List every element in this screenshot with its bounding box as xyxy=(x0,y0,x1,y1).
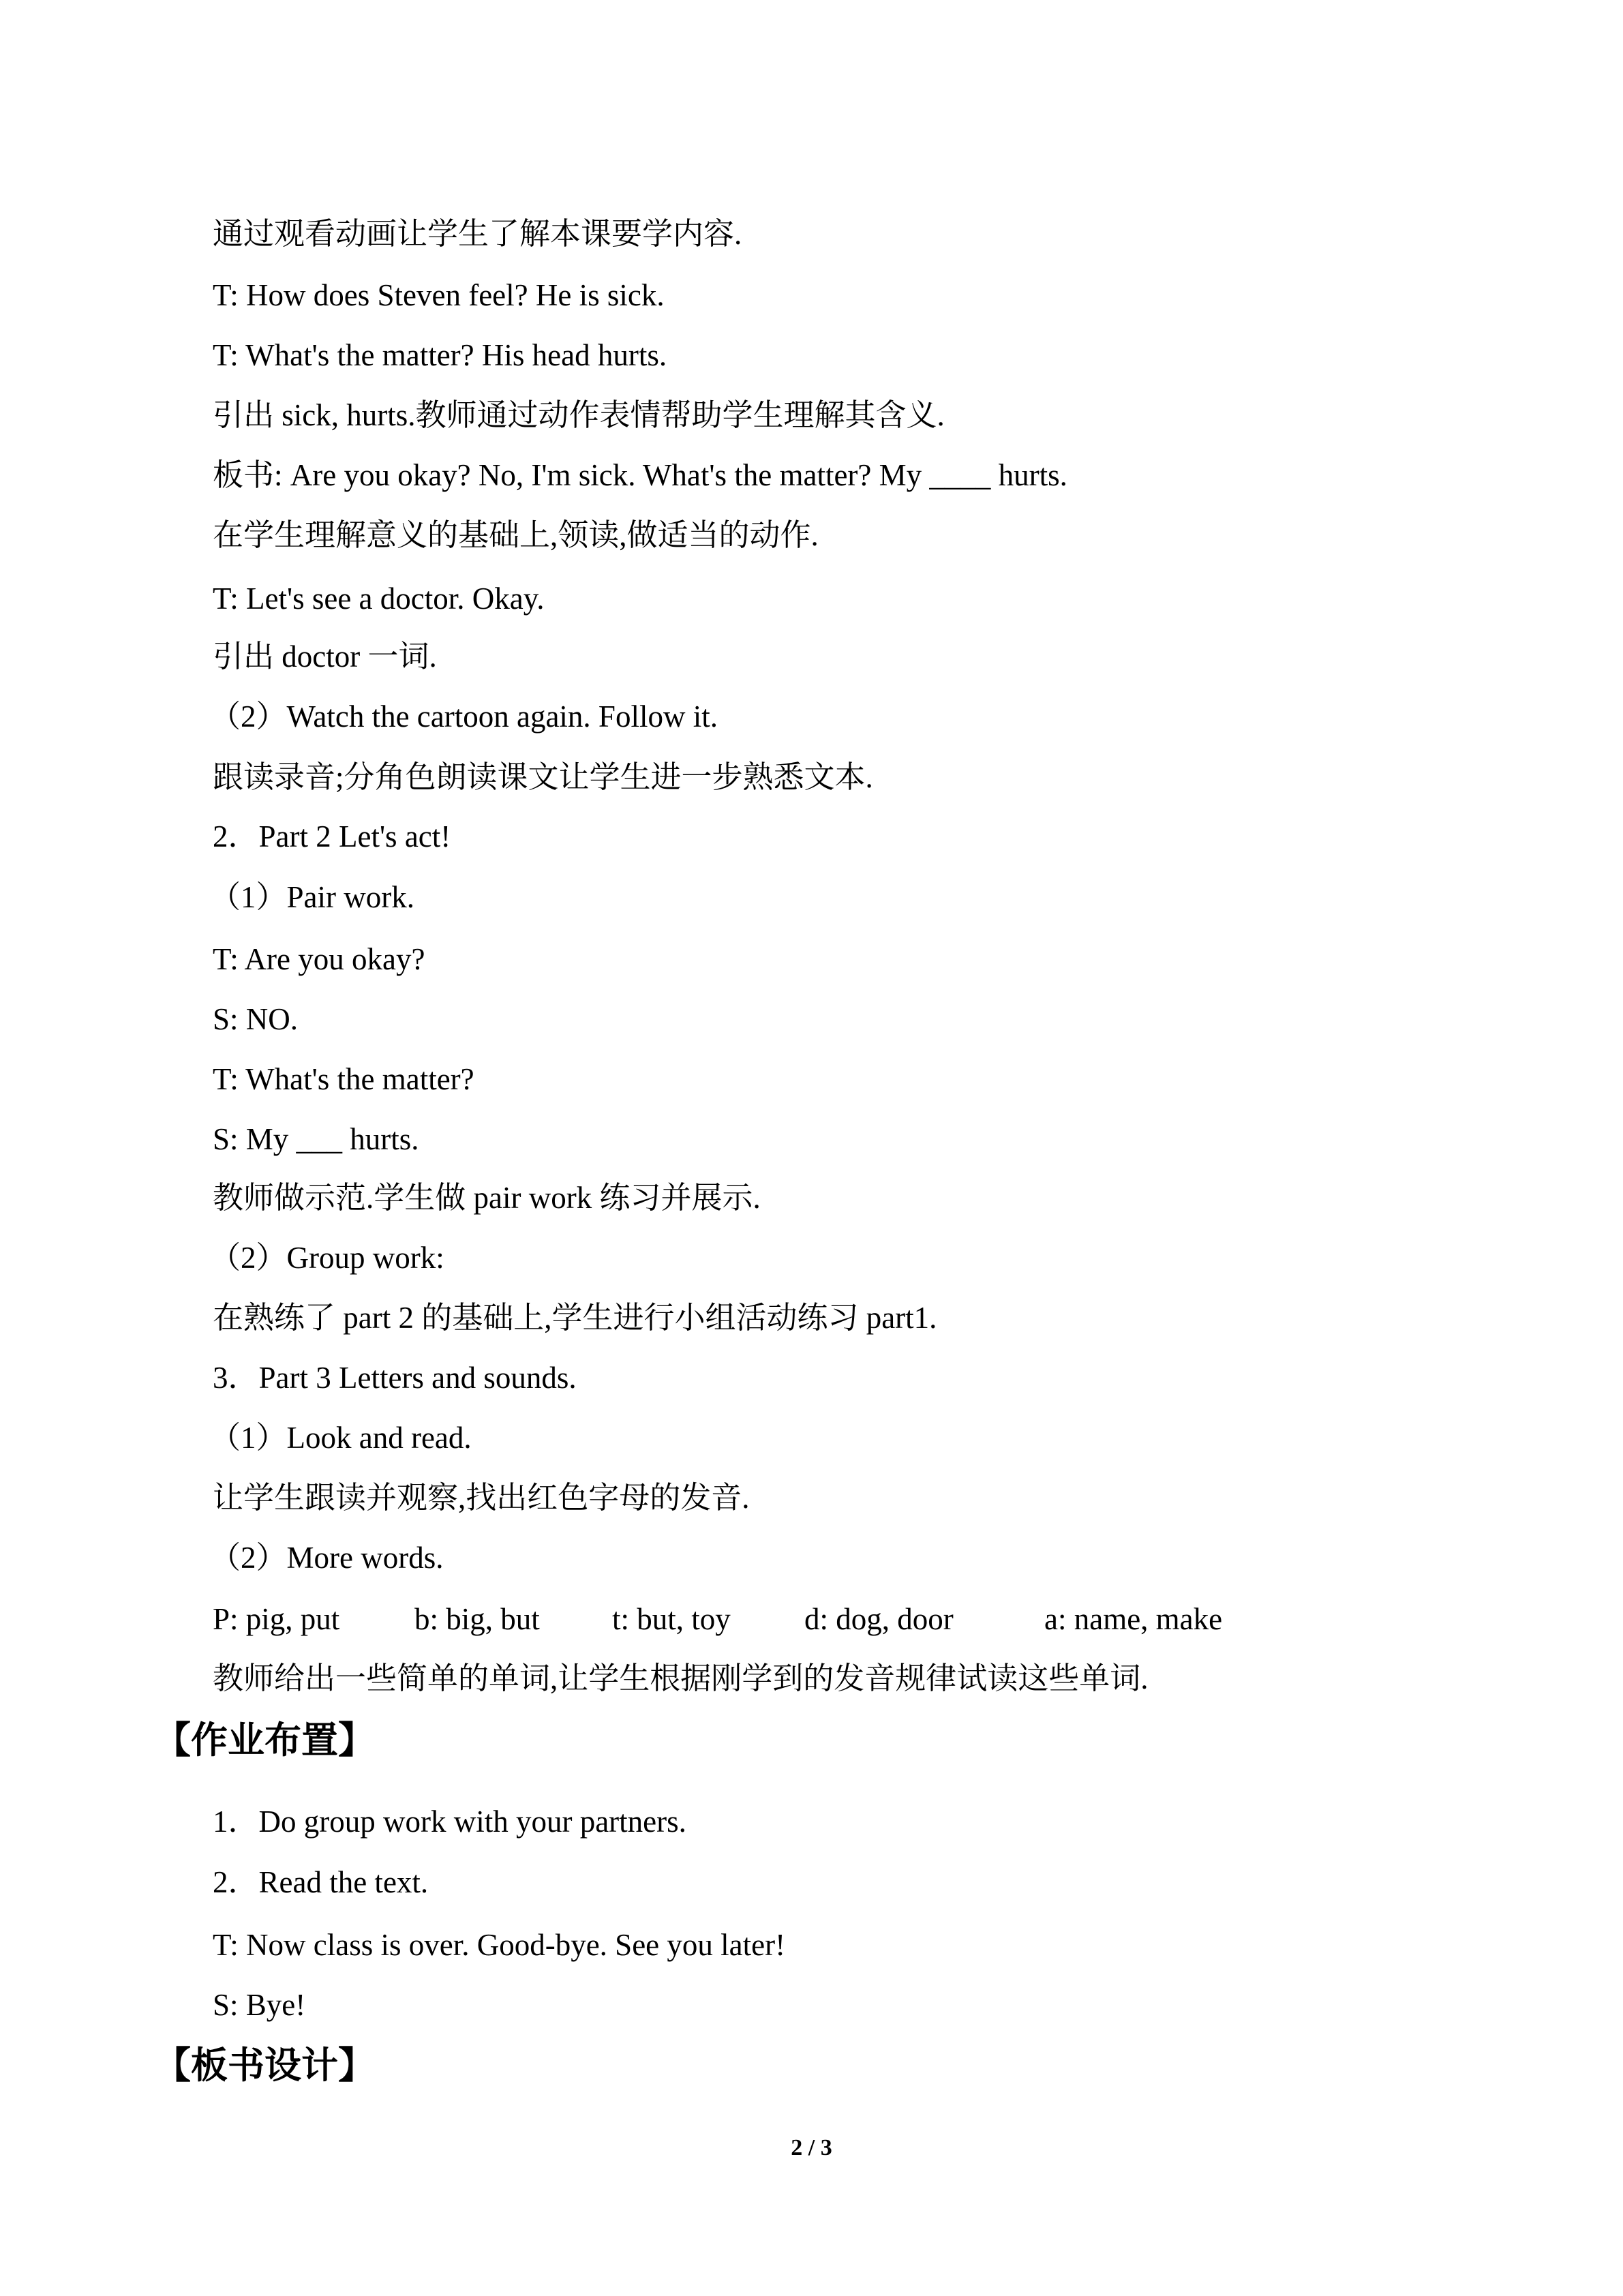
text-line: 教师做示范.学生做 pair work 练习并展示. xyxy=(213,1181,761,1215)
homework-item: 1．Do group work with your partners. xyxy=(213,1804,686,1839)
text-line: 在学生理解意义的基础上,领读,做适当的动作. xyxy=(213,518,819,552)
text-line: T: What's the matter? xyxy=(213,1062,474,1096)
homework-heading: 【作业布置】 xyxy=(154,1719,375,1762)
page-number: 2 / 3 xyxy=(791,2135,832,2160)
text-line: S: NO. xyxy=(213,1002,299,1036)
letter-sound: b: big, but xyxy=(414,1602,540,1636)
text-line: （2）Group work: xyxy=(210,1241,444,1275)
text-line: 板书: Are you okay? No, I'm sick. What's the matter? My ____ hurts. xyxy=(213,458,1067,492)
text-line: T: Are you okay? xyxy=(213,942,425,976)
letter-sound: t: but, toy xyxy=(612,1602,731,1636)
text-line: 通过观看动画让学生了解本课要学内容. xyxy=(213,217,742,251)
text-line: 引出 sick, hurts.教师通过动作表情帮助学生理解其含义. xyxy=(213,398,945,432)
homework-item: T: Now class is over. Good-bye. See you later! xyxy=(213,1928,786,1962)
homework-item: 2．Read the text. xyxy=(213,1865,429,1899)
text-line: T: How does Steven feel? He is sick. xyxy=(213,278,665,312)
text-line: 教师给出一些简单的单词,让学生根据刚学到的发音规律试读这些单词. xyxy=(213,1661,1149,1695)
text-line: 引出 doctor 一词. xyxy=(213,639,437,674)
letter-sound: a: name, make xyxy=(1044,1602,1223,1636)
text-line: （1）Look and read. xyxy=(210,1421,472,1455)
text-line: 3．Part 3 Letters and sounds. xyxy=(213,1361,577,1395)
text-line: （2）More words. xyxy=(210,1541,444,1575)
letter-sound: d: dog, door xyxy=(804,1602,954,1636)
text-line: 跟读录音;分角色朗读课文让学生进一步熟悉文本. xyxy=(213,760,873,794)
letter-sound: P: pig, put xyxy=(213,1602,340,1636)
text-line: S: My ___ hurts. xyxy=(213,1122,419,1156)
board-design-heading: 【板书设计】 xyxy=(154,2044,375,2087)
text-line: 在熟练了 part 2 的基础上,学生进行小组活动练习 part1. xyxy=(213,1301,937,1335)
homework-item: S: Bye! xyxy=(213,1988,306,2022)
text-line: （1）Pair work. xyxy=(210,880,414,914)
text-line: T: Let's see a doctor. Okay. xyxy=(213,581,545,616)
text-line: T: What's the matter? His head hurts. xyxy=(213,338,667,372)
text-line: 2．Part 2 Let's act! xyxy=(213,819,451,854)
text-line: （2）Watch the cartoon again. Follow it. xyxy=(210,699,718,734)
text-line: 让学生跟读并观察,找出红色字母的发音. xyxy=(213,1481,750,1515)
